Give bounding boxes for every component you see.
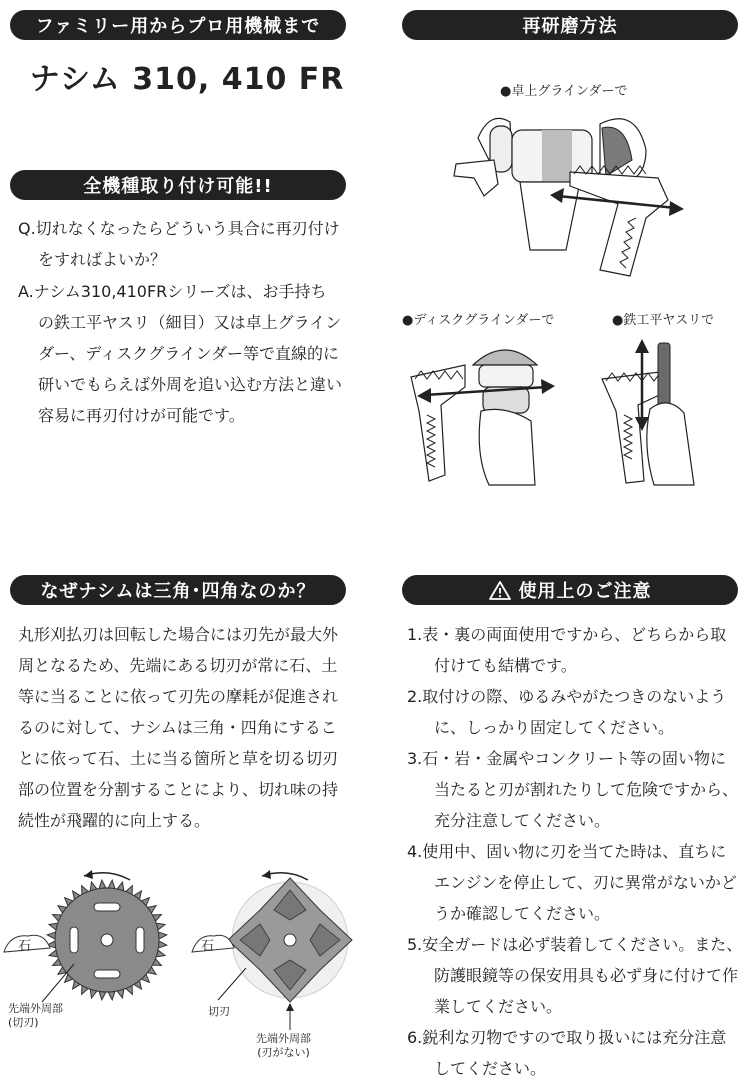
caution-line: 5.安全ガードは必ず装着してください。また、 bbox=[407, 935, 743, 954]
why-line: 続性が飛躍的に向上する。 bbox=[18, 811, 211, 830]
sharpen-arrowhead bbox=[669, 201, 684, 216]
caution-line: 3.石・岩・金属やコンクリート等の固い物に bbox=[407, 749, 726, 768]
caution-line: エンジンを停止して、刃に異常がないかど bbox=[434, 873, 737, 892]
answer-block bbox=[18, 276, 342, 431]
file-illustration bbox=[598, 335, 708, 485]
caution-line: 2.取付けの際、ゆるみやがたつきのないよう bbox=[407, 687, 727, 706]
disc-grinder-illustration bbox=[405, 335, 570, 485]
answer-line: A.ナシム310,410FRシリーズは、お手持ち bbox=[18, 282, 327, 301]
blade-slot bbox=[136, 927, 144, 953]
answer-line: 容易に再刃付けが可能です。 bbox=[38, 406, 245, 425]
why-line: 丸形刈払刃は回転した場合には刃先が最大外 bbox=[18, 625, 339, 644]
nasim-caption bbox=[256, 1032, 311, 1060]
caution-line: 防護眼鏡等の保安用具も必ず身に付けて作 bbox=[434, 966, 739, 985]
file-arrowhead bbox=[635, 339, 649, 353]
stone-label-round: 石 bbox=[18, 939, 32, 954]
caution-line: 充分注意してください。 bbox=[434, 811, 611, 830]
blade-slot bbox=[70, 927, 78, 953]
caution-line: 1.表・裏の両面使用ですから、どちらから取 bbox=[407, 625, 727, 644]
cutting-edge-label: 切刃 bbox=[208, 1005, 230, 1018]
why-line: 部の位置を分割することにより、切れ味の持 bbox=[18, 780, 339, 799]
caution-line: してください。 bbox=[434, 1059, 547, 1078]
blade-being-sharpened bbox=[570, 166, 668, 276]
caution-list bbox=[407, 619, 742, 1084]
tagline-text: ファミリー用からプロ用機械まで bbox=[35, 16, 321, 37]
blade-slot bbox=[94, 970, 120, 978]
resharpen-title: 再研磨方法 bbox=[522, 16, 618, 37]
compat-title: 全機種取り付け可能!! bbox=[83, 176, 273, 197]
why-line: とに依って石、土に当る箇所と草を切る切刃 bbox=[18, 749, 339, 768]
blade-center-hole bbox=[284, 934, 296, 946]
blade-center-hole bbox=[101, 934, 113, 946]
rotation-arrow-head bbox=[262, 870, 271, 879]
blade-slot bbox=[94, 903, 120, 911]
question-line: をすればよいか？ bbox=[38, 250, 167, 269]
hand bbox=[479, 409, 535, 485]
bench-grinder-caption: ●卓上グラインダーで bbox=[500, 84, 628, 99]
grinder-motor-shade bbox=[542, 130, 572, 182]
why-line: るのに対して、ナシムは三角・四角にするこ bbox=[18, 718, 337, 737]
answer-line: 研いでもらえば外周を追い込む方法と違い bbox=[38, 375, 343, 394]
disc-grinder-caption: ●ディスクグラインダーで bbox=[402, 313, 555, 328]
grinder-tool-rest bbox=[454, 160, 498, 196]
disc-grinder-guard bbox=[473, 350, 537, 365]
why-banner bbox=[10, 575, 346, 605]
caution-banner bbox=[402, 575, 738, 605]
bench-grinder-illustration bbox=[450, 100, 680, 280]
product-name: ナシム 310, 410 FR bbox=[29, 62, 345, 97]
why-body bbox=[18, 619, 338, 836]
round-caption-line: (切刃) bbox=[8, 1016, 39, 1029]
nasim-caption-arrowhead bbox=[286, 1003, 294, 1011]
why-title: なぜナシムは三角･四角なのか？ bbox=[40, 581, 316, 602]
nasim-caption-line: (刃がない) bbox=[257, 1046, 310, 1059]
grinder-base bbox=[520, 182, 580, 250]
stone-label-nasim: 石 bbox=[201, 939, 215, 954]
round-caption-line: 先端外周部 bbox=[8, 1002, 63, 1015]
caution-line: うか確認してください。 bbox=[434, 904, 611, 923]
rotation-arrow-head bbox=[84, 870, 93, 879]
answer-line: ダー、ディスクグラインダー等で直線的に bbox=[38, 344, 339, 363]
caution-title: 使用上のご注意 bbox=[518, 581, 652, 602]
caution-line: 業してください。 bbox=[434, 997, 563, 1016]
sharpen-arrowhead bbox=[541, 379, 555, 394]
caution-line: 当たると刃が割れたりして危険ですから、 bbox=[434, 780, 739, 799]
caution-line: 付けても結構です。 bbox=[434, 656, 577, 675]
answer-line: の鉄工平ヤスリ（細目）又は卓上グライン bbox=[38, 313, 342, 332]
blade-being-sharpened bbox=[411, 365, 465, 481]
hand bbox=[647, 403, 694, 485]
round-caption bbox=[8, 1002, 63, 1030]
disc-grinder-head bbox=[479, 365, 533, 387]
warning-triangle-icon bbox=[489, 580, 511, 600]
question-block bbox=[18, 213, 340, 275]
compat-banner bbox=[10, 170, 346, 200]
caution-line: に、しっかり固定してください。 bbox=[434, 718, 675, 737]
cutting-edge-leader bbox=[218, 968, 246, 1000]
file-caption: ●鉄工平ヤスリで bbox=[612, 313, 715, 328]
nasim-caption-line: 先端外周部 bbox=[256, 1032, 311, 1045]
tagline-banner bbox=[10, 10, 346, 40]
caution-line: 6.鋭利な刃物ですので取り扱いには充分注意 bbox=[407, 1028, 727, 1047]
round-caption-leader bbox=[40, 960, 80, 1004]
resharpen-banner bbox=[402, 10, 738, 40]
why-line: 等に当ることに依って刃先の摩耗が促進され bbox=[18, 687, 339, 706]
question-line: Q.切れなくなったらどういう具合に再刃付け bbox=[18, 219, 340, 238]
caution-line: 4.使用中、固い物に刃を当てた時は、直ちに bbox=[407, 842, 727, 861]
why-line: 周となるため、先端にある切刃が常に石、土 bbox=[18, 656, 338, 675]
